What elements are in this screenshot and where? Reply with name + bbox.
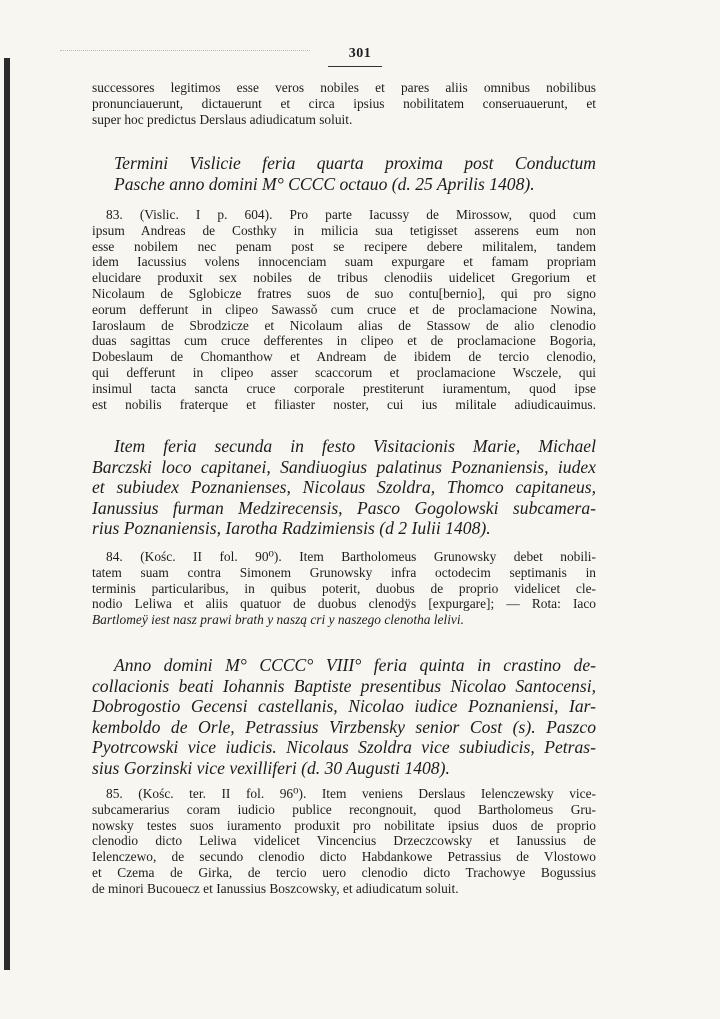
text-line: nowsky testes suos iuramento produxit pro nobilitate ipsius duos de proprio [92, 817, 596, 833]
text-line: duas sagittas cum cruce defferentes in clipeo et de proclamacione Bogoria, [92, 333, 596, 349]
intro-paragraph [92, 80, 596, 127]
heading-line: Item feria secunda in festo Visitacionis Marie, Michael [114, 436, 596, 456]
page-number: 301 [348, 46, 372, 61]
heading-termini-vislicie [92, 153, 596, 194]
header-rule [328, 66, 382, 67]
heading-line: Pyotrcowski vice iudicis. Nicolaus Szoldra vice subiudicis, Petras- [92, 737, 596, 757]
heading-line: Termini Vislicie feria quarta proxima post Conductum [114, 153, 596, 173]
entry-83 [92, 207, 596, 412]
text-line: est nobilis fraterque et filiaster noster, cui ius militale adiudicauimus. [92, 396, 596, 412]
entry-85 [92, 786, 596, 897]
heading-line: kemboldo de Orle, Petrassius Virzbensky senior Cost (s). Paszco [92, 716, 596, 737]
heading-line: Dobrogostio Gecensi castellanis, Nicolao iudice Poznaniensi, Iar- [92, 696, 596, 716]
heading-line: Pasche anno domini M° CCCC octauo (d. 25 Aprilis 1408). [114, 173, 535, 194]
text-line: Dobeslaum de Chomanthow et Andream de ibidem de tercio clenodio, [92, 349, 596, 365]
text-line: Ielenczewo, de secundo clenodio dicto Habdankowe Petrassius de Vlostowo [92, 849, 596, 865]
text-line: 84. (Kośc. II fol. 90⁰). Item Bartholomeus Grunowsky debet nobili- [106, 549, 596, 564]
text-line: tatem suam contra Simonem Grunowsky infra octodecim septimanis in [92, 564, 596, 580]
heading-line: rius Poznaniensis, Iarotha Radzimiensis (d 2 Iulii 1408). [92, 518, 491, 538]
text-line: idem Iacussius volens innocenciam suam expurgare et famam propriam [92, 254, 596, 270]
text-line: esse nobilem nec penam post se recipere debere militalem, tandem [92, 238, 596, 254]
text-line: subcamerarius coram iudicio publice recongnouit, quod Bartholomeus Gru- [92, 801, 596, 817]
text-line: insimul tacta sancta cruce corporale prestiterunt iuramentum, quod ipse [92, 380, 596, 396]
heading-visitacionis [92, 436, 596, 539]
text-line: terminis particularibus, in quibus poterit, duobus de proprio videlicet cle- [92, 580, 596, 596]
text-line: Bartlomeÿ iest nasz prawi brath y naszą cri y naszego clenotha lelivi. [92, 612, 464, 628]
text-line: elucidare produxit sex nobiles de tribus clenodiis uidelicet Gregorium et [92, 270, 596, 286]
heading-line: sius Gorzinski vice vexilliferi (d. 30 Augusti 1408). [92, 757, 450, 778]
text-line: ipsum Andreas de Costhky in milicia sua tetigisset asserens eum non [92, 222, 596, 238]
text-line: 85. (Kośc. ter. II fol. 96⁰). Item veniens Derslaus Ielenczewsky vice- [106, 786, 596, 801]
text-line: eorum defferunt in clipeo Sawassǒ cum cruce et de proclamacione Nowina, [92, 301, 596, 317]
heading-line: et subiudex Poznanienses, Nicolaus Szoldra, Thomco capitaneus, [92, 477, 596, 497]
text-line: successores legitimos esse veros nobiles et pares aliis omnibus nobilibus [92, 80, 596, 95]
text-line: 83. (Vislic. I p. 604). Pro parte Iacussy de Mirossow, quod cum [106, 207, 596, 222]
text-line: Nicolaum de Sglobicze fratres suos de suo contu[bernio], qui pro signo [92, 285, 596, 301]
entry-84 [92, 549, 596, 628]
binding-shadow [4, 58, 10, 970]
text-line: de minori Bucouecz et Ianussius Boszcowsky, et adiudicatum soluit. [92, 880, 459, 896]
text-line: clenodio dicto Leliwa videlicet Vincencius Drzeczcowsky et Ianussius de [92, 833, 596, 849]
heading-anno-domini [92, 655, 596, 778]
text-line: super hoc predictus Derslaus adiudicatum soluit. [92, 111, 353, 127]
text-line: qui defferunt in clipeo asser scaccorum et proclamacione Wsczele, qui [92, 364, 596, 380]
heading-line: Ianussius furman Medzirecensis, Pasco Gogolowski subcamera- [92, 497, 596, 518]
text-line: Iaroslaum de Sbrodzicze et Nicolaum alias de Stassow de alio clenodio [92, 317, 596, 333]
text-line: nodio Leliwa et aliis quatuor de duobus clenodÿs [expurgare]; — Rota: Iaco [92, 596, 596, 612]
heading-line: Anno domini M° CCCC° VIII° feria quinta in crastino de- [114, 655, 596, 675]
text-line: pronunciauerunt, dictauerunt et circa ipsius nobilitatem conseruauerunt, et [92, 95, 596, 111]
heading-line: collacionis beati Iohannis Baptiste presentibus Nicolao Santocensi, [92, 675, 596, 696]
text-line: et Czema de Girka, de tercio uero clenodio dicto Trachowye Bogussius [92, 864, 596, 880]
heading-line: Barczski loco capitanei, Sandiuogius palatinus Poznaniensis, iudex [92, 456, 596, 477]
